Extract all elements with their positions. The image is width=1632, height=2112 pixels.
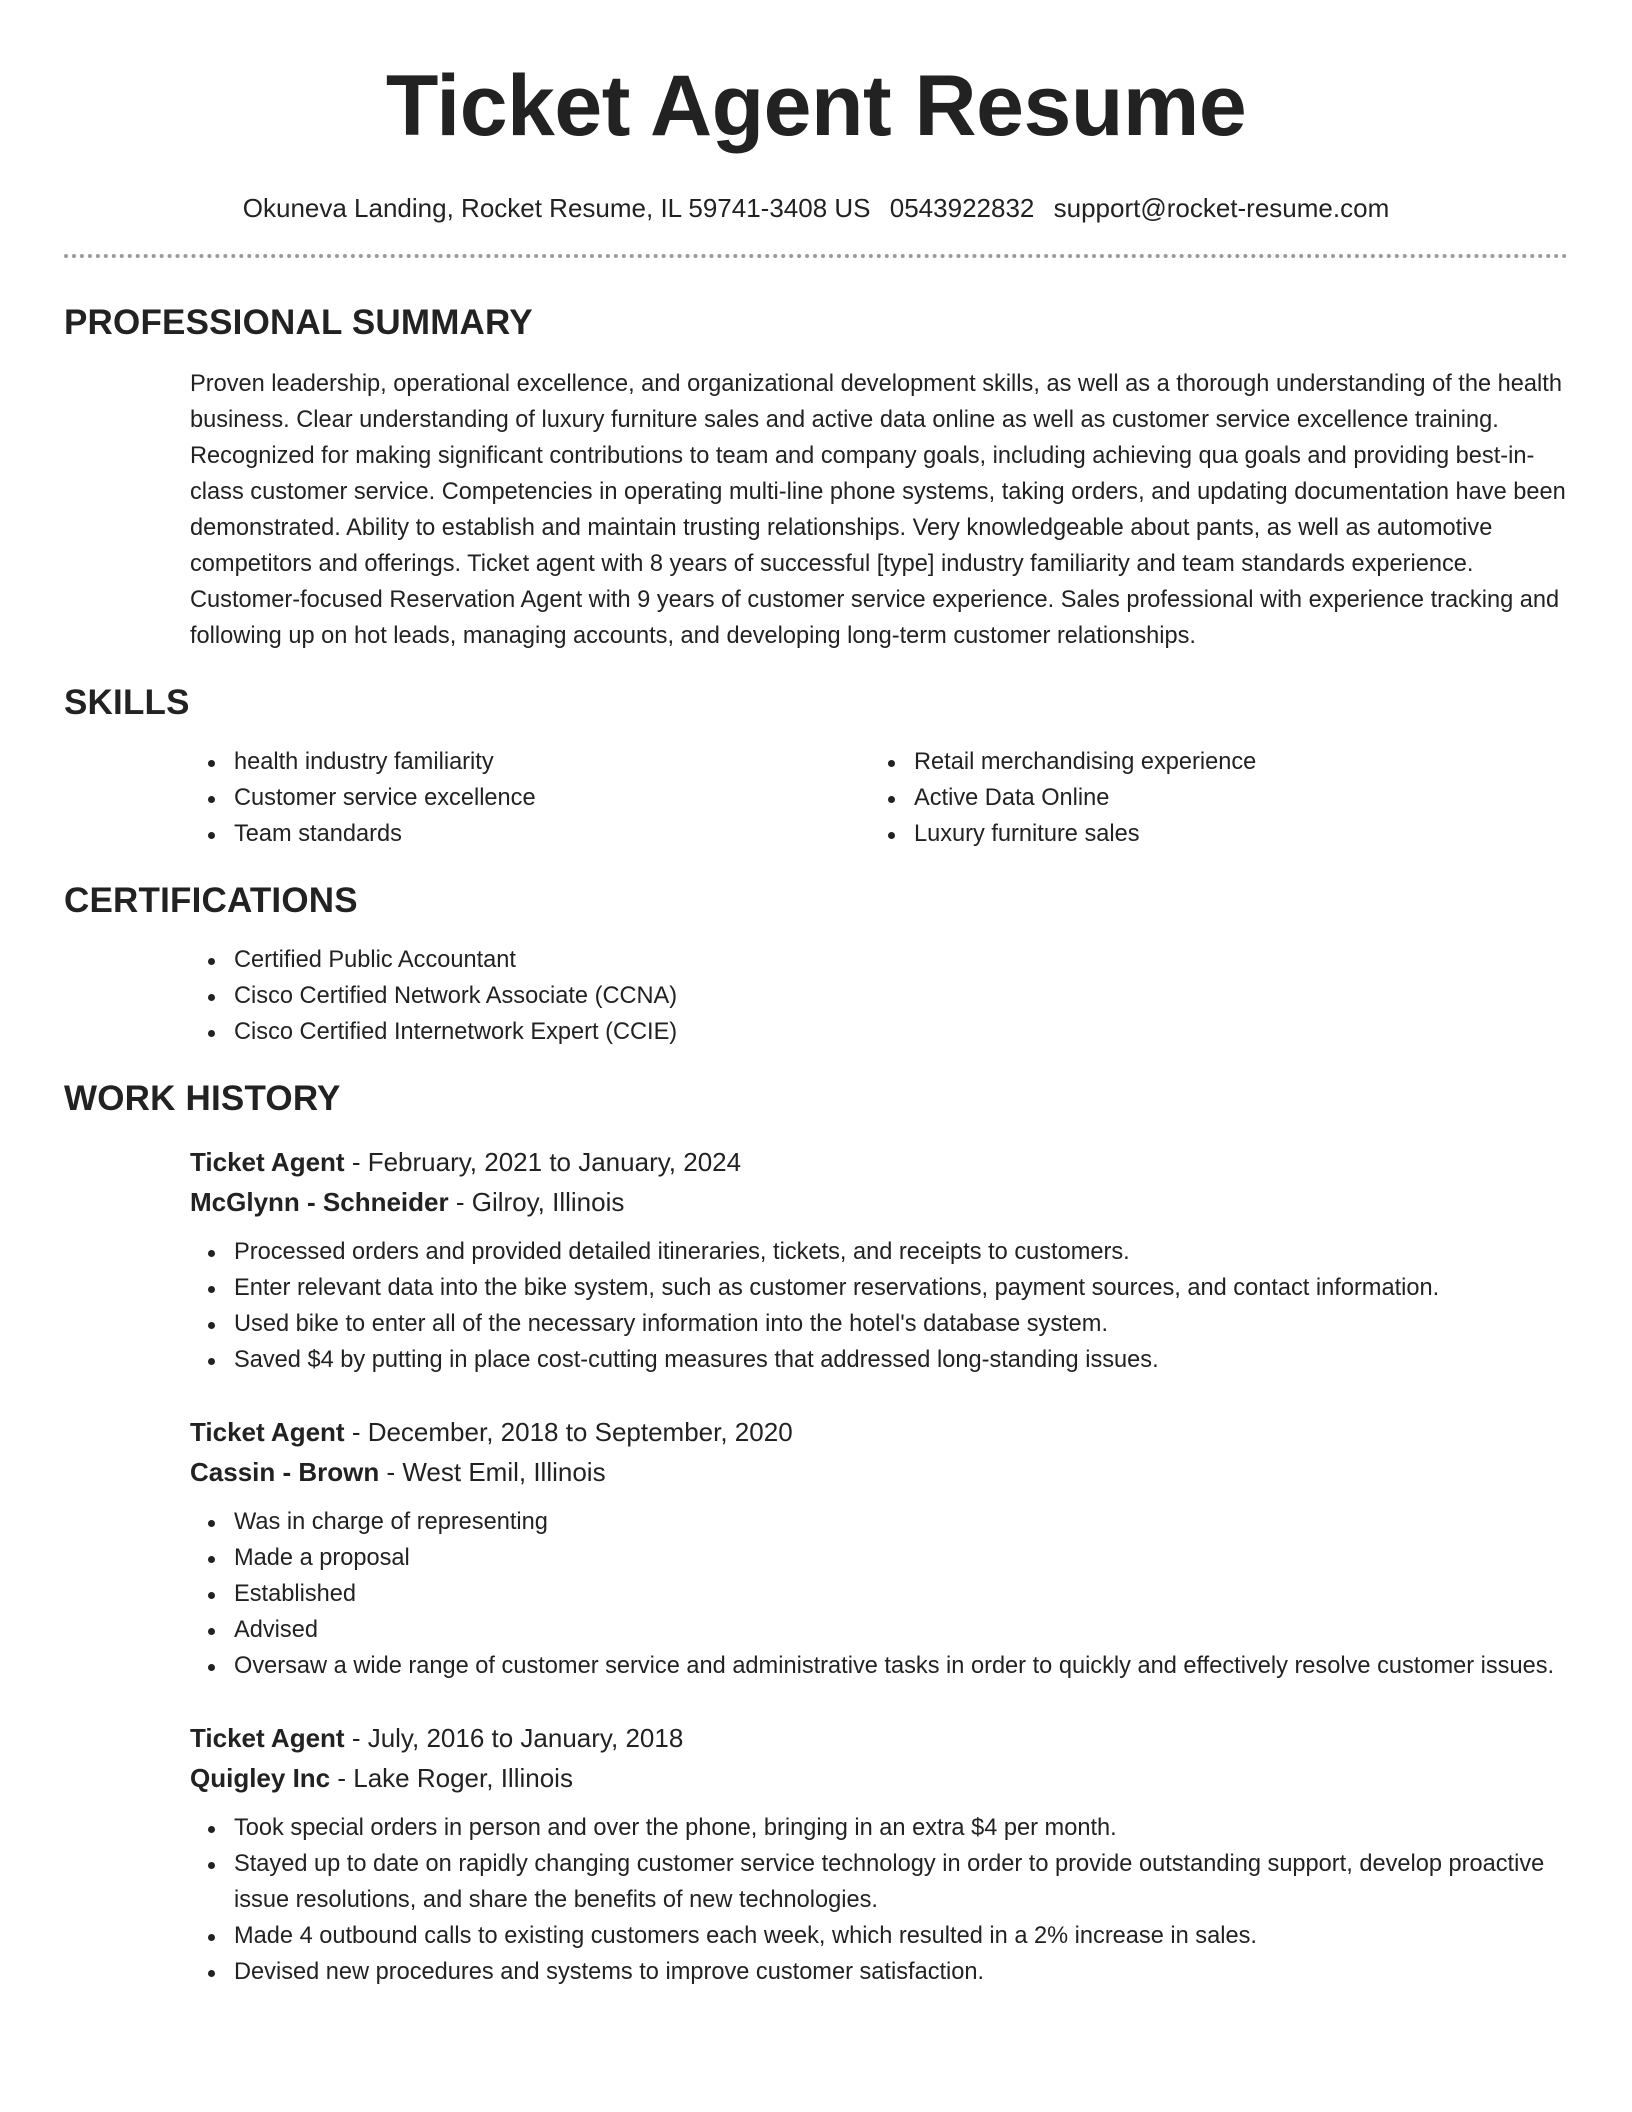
certifications-heading: CERTIFICATIONS	[64, 881, 358, 920]
contact-address: Okuneva Landing, Rocket Resume, IL 59741-3408 US	[242, 193, 871, 223]
job-dates: - December, 2018 to September, 2020	[344, 1417, 793, 1447]
job-role: Ticket Agent	[190, 1147, 345, 1177]
certification-item: Cisco Certified Network Associate (CCNA)	[190, 978, 1568, 1014]
job-bullets	[190, 1234, 1568, 1378]
job-title-line	[190, 1142, 1568, 1182]
job-title-line	[190, 1718, 1568, 1758]
job-company: Quigley Inc	[190, 1763, 331, 1793]
skill-item: Active Data Online	[870, 780, 1550, 816]
certifications-list	[64, 942, 1568, 1050]
job-title-line	[190, 1412, 1568, 1452]
job-role: Ticket Agent	[190, 1723, 345, 1753]
contact-phone: 0543922832	[889, 193, 1035, 223]
job-company: McGlynn - Schneider	[190, 1187, 449, 1217]
skills-column-right	[870, 744, 1550, 852]
certifications-section	[64, 880, 1568, 1050]
contact-line	[64, 192, 1568, 224]
job-dates: - February, 2021 to January, 2024	[344, 1147, 742, 1177]
skill-item: Customer service excellence	[190, 780, 870, 816]
skill-item: Luxury furniture sales	[870, 816, 1550, 852]
job-entry	[64, 1718, 1568, 1990]
certification-item: Certified Public Accountant	[190, 942, 1568, 978]
skill-item: Team standards	[190, 816, 870, 852]
header-divider	[64, 254, 1568, 258]
work-history-heading: WORK HISTORY	[64, 1079, 341, 1118]
job-bullet: Stayed up to date on rapidly changing customer service technology in order to provide outstanding support, develop proactive issue resolutions, and share the benefits of new technologies.	[190, 1846, 1568, 1918]
summary-text: Proven leadership, operational excellence, and organizational development skills, as well as a thorough understanding of the health business. Clear understanding of luxury furniture sales and active data online as well as customer service excellence training. Recognized for making significant contributions to team and company goals, including achieving qua goals and providing best-in-class customer service. Competencies in operating multi-line phone systems, taking orders, and updating documentation have been demonstrated. Ability to establish and maintain trusting relationships. Very knowledgeable about pants, as well as automotive competitors and offerings. Ticket agent with 8 years of successful [type] industry familiarity and team standards experience. Customer-focused Reservation Agent with 9 years of customer service experience. Sales professional with experience tracking and following up on hot leads, managing accounts, and developing long-term customer relationships.	[190, 371, 1566, 649]
resume-title: Ticket Agent Resume	[385, 58, 1247, 154]
summary-heading: PROFESSIONAL SUMMARY	[64, 303, 533, 342]
job-bullet: Processed orders and provided detailed itineraries, tickets, and receipts to customers.	[190, 1234, 1568, 1270]
job-bullet: Devised new procedures and systems to improve customer satisfaction.	[190, 1954, 1568, 1990]
job-role: Ticket Agent	[190, 1417, 345, 1447]
skills-column-left	[190, 744, 870, 852]
job-bullet: Saved $4 by putting in place cost-cutting measures that addressed long-standing issues.	[190, 1342, 1568, 1378]
job-company-line	[190, 1452, 1568, 1492]
job-company-line	[190, 1182, 1568, 1222]
job-location: - West Emil, Illinois	[379, 1457, 606, 1487]
skill-item: health industry familiarity	[190, 744, 870, 780]
job-bullet: Took special orders in person and over the phone, bringing in an extra $4 per month.	[190, 1810, 1568, 1846]
contact-email: support@rocket-resume.com	[1053, 193, 1390, 223]
job-bullet: Oversaw a wide range of customer service and administrative tasks in order to quickly and effectively resolve customer issues.	[190, 1648, 1568, 1684]
summary-section	[64, 302, 1568, 654]
job-company-line	[190, 1758, 1568, 1798]
job-bullet: Made a proposal	[190, 1540, 1568, 1576]
skills-grid	[64, 744, 1568, 852]
work-history-section	[64, 1078, 1568, 1990]
skills-section	[64, 682, 1568, 852]
job-entry	[64, 1142, 1568, 1378]
job-entry	[64, 1412, 1568, 1684]
job-bullet: Was in charge of representing	[190, 1504, 1568, 1540]
job-dates: - July, 2016 to January, 2018	[344, 1723, 684, 1753]
job-bullet: Used bike to enter all of the necessary information into the hotel's database system.	[190, 1306, 1568, 1342]
job-bullet: Established	[190, 1576, 1568, 1612]
job-bullet: Made 4 outbound calls to existing customers each week, which resulted in a 2% increase in sales.	[190, 1918, 1568, 1954]
job-bullet: Advised	[190, 1612, 1568, 1648]
job-location: - Lake Roger, Illinois	[330, 1763, 573, 1793]
job-bullet: Enter relevant data into the bike system, such as customer reservations, payment sources, and contact information.	[190, 1270, 1568, 1306]
certification-item: Cisco Certified Internetwork Expert (CCIE)	[190, 1014, 1568, 1050]
job-location: - Gilroy, Illinois	[448, 1187, 625, 1217]
job-bullets	[190, 1504, 1568, 1684]
job-company: Cassin - Brown	[190, 1457, 380, 1487]
skills-heading: SKILLS	[64, 683, 190, 722]
job-bullets	[190, 1810, 1568, 1990]
skill-item: Retail merchandising experience	[870, 744, 1550, 780]
